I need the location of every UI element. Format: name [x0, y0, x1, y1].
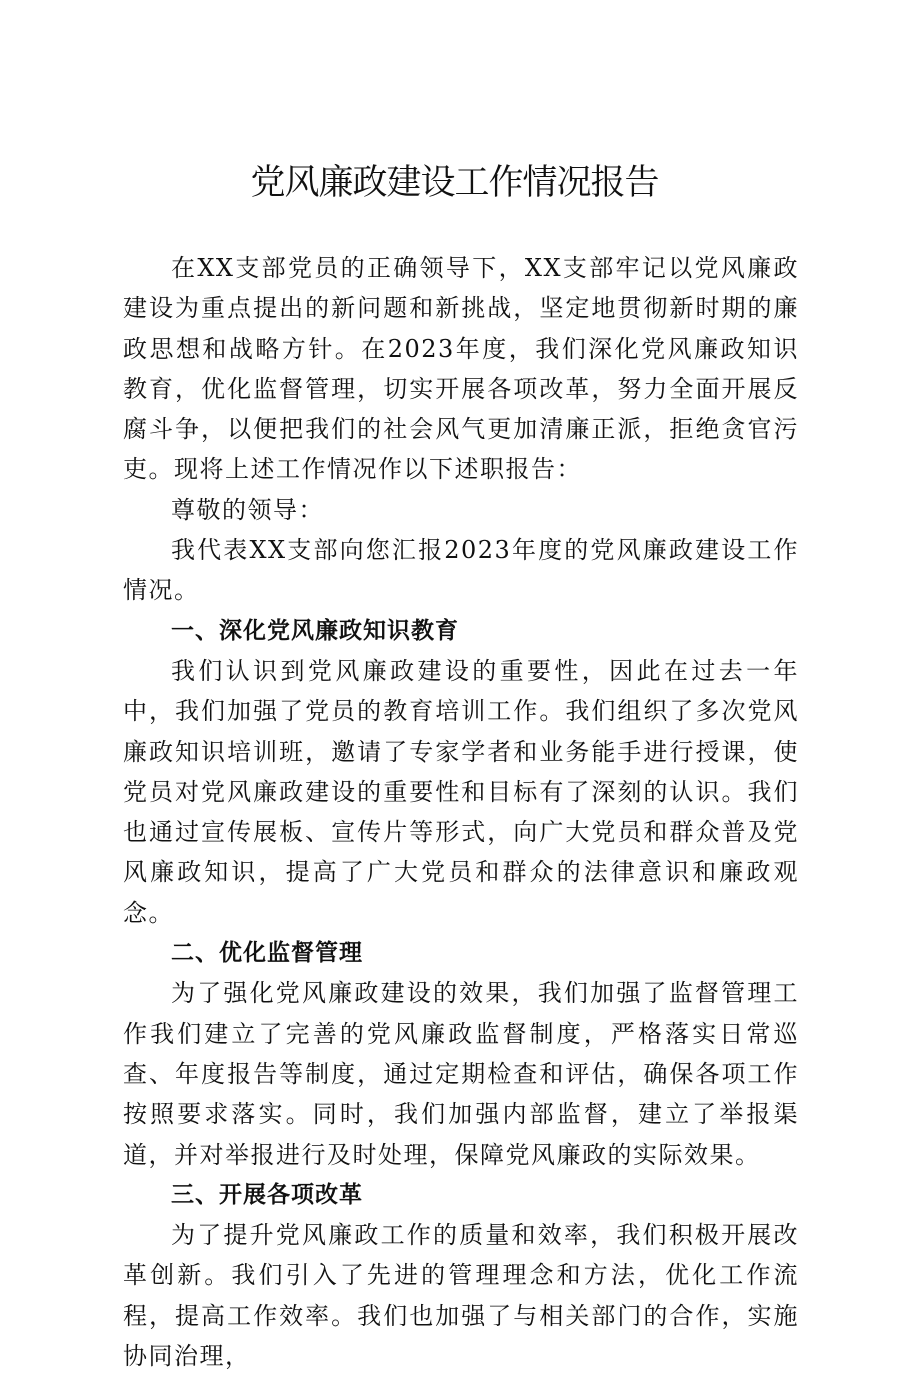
- section-paragraph-3: 为了提升党风廉政工作的质量和效率，我们积极开展改革创新。我们引入了先进的管理理念和方法，优化工作流程，提高工作效率。我们也加强了与相关部门的合作，实施协同治理，: [123, 1221, 799, 1371]
- intro-paragraph: 在XX支部党员的正确领导下，XX支部牢记以党风廉政建设为重点提出的新问题和新挑战，坚定地贯彻新时期的廉政思想和战略方针。在2023年度，我们深化党风廉政知识教育，优化监督管理，切实开展各项改革，努力全面开展反腐斗争，以便把我们的社会风气更加清廉正派，拒绝贪官污吏。现将上述工作情况作以下述职报告：: [123, 254, 799, 484]
- document-title: 党风廉政建设工作情况报告: [250, 163, 659, 203]
- document-body: [123, 248, 799, 1376]
- section-heading-1: 一、深化党风廉政知识教育: [171, 617, 459, 644]
- section-heading-2: 二、优化监督管理: [171, 940, 363, 967]
- salutation: 尊敬的领导：: [171, 495, 324, 524]
- section-heading-3: 三、开展各项改革: [171, 1181, 363, 1208]
- section-paragraph-1: 我们认识到党风廉政建设的重要性，因此在过去一年中，我们加强了党员的教育培训工作。我们组织了多次党风廉政知识培训班，邀请了专家学者和业务能手进行授课，使党员对党风廉政建设的重要性和目标有了深刻的认识。我们也通过宣传展板、宣传片等形式，向广大党员和群众普及党风廉政知识，提高了广大党员和群众的法律意识和廉政观念。: [123, 656, 799, 927]
- section-paragraph-2: 为了强化党风廉政建设的效果，我们加强了监督管理工作我们建立了完善的党风廉政监督制度，严格落实日常巡查、年度报告等制度，通过定期检查和评估，确保各项工作按照要求落实。同时，我们加强内部监督，建立了举报渠道，并对举报进行及时处理，保障党风廉政的实际效果。: [123, 979, 799, 1169]
- opening-paragraph: 我代表XX支部向您汇报2023年度的党风廉政建设工作情况。: [123, 536, 799, 605]
